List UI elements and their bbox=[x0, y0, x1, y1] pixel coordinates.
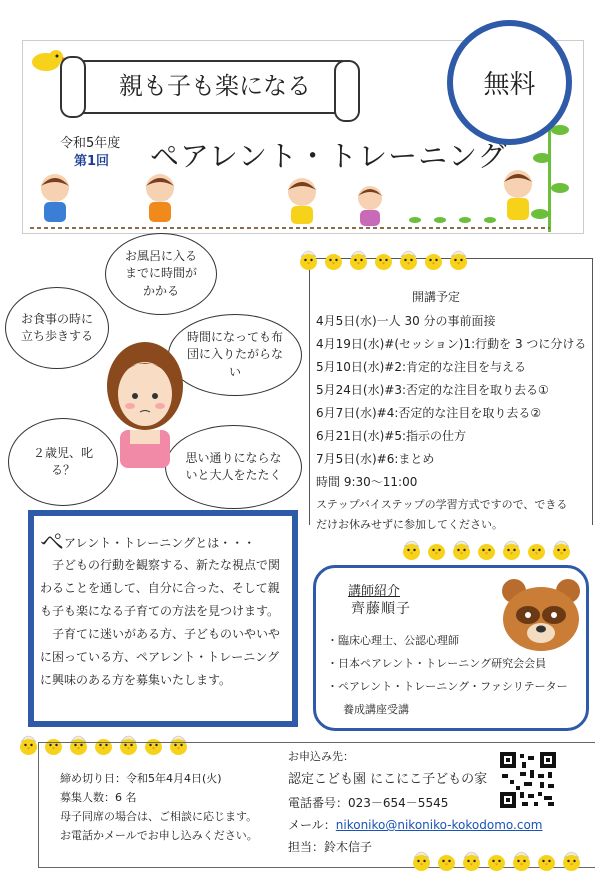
instructor-credential: ・ペアレント・トレーニング・ファシリテーター bbox=[327, 680, 568, 693]
bubble-hit: 思い通りにならないと大人をたたく bbox=[165, 425, 302, 509]
year-label: 令和5年度 bbox=[60, 136, 121, 151]
instructor-credential: 養成講座受講 bbox=[343, 703, 409, 716]
bubble-scold: ２歳児、叱る？ bbox=[8, 418, 118, 506]
chick-icon bbox=[423, 247, 444, 271]
chick-icon bbox=[561, 848, 582, 872]
chick-icon bbox=[551, 537, 572, 561]
schedule-note: だけお休みせずに参加してください。 bbox=[316, 518, 503, 531]
schedule-time: 時間 9:30～11:00 bbox=[316, 475, 418, 489]
schedule-item: 5月10日(水)#2:肯定的な注目を与える bbox=[316, 360, 527, 374]
instructor-label: 講師紹介 bbox=[348, 584, 401, 599]
main-title: ペアレント・トレーニング bbox=[150, 139, 508, 173]
contact-note: お電話かメールでお申し込みください。 bbox=[60, 829, 258, 842]
instructor-name: 齊藤順子 bbox=[351, 601, 411, 617]
chick-icon bbox=[448, 247, 469, 271]
chick-icon bbox=[373, 247, 394, 271]
childcare-note: 母子同席の場合は、ご相談に応じます。 bbox=[60, 810, 258, 823]
chick-icon bbox=[536, 848, 557, 872]
chick-icon bbox=[18, 732, 39, 756]
chick-icon bbox=[348, 247, 369, 271]
schedule-item: 7月5日(水)#6:まとめ bbox=[316, 452, 435, 466]
schedule-item: 4月19日(水)#(セッション)1:行動を 3 つに分ける bbox=[316, 337, 587, 351]
schedule-item: 5月24日(水)#3:否定的な注目を取り去る① bbox=[316, 383, 549, 397]
qr-code-icon[interactable] bbox=[500, 752, 556, 808]
contact-org: 認定こども園 にこにこ子どもの家 bbox=[288, 772, 488, 787]
chick-icon bbox=[526, 537, 547, 561]
bubble-bed: 時間になっても布団に入りたがらない bbox=[168, 314, 302, 396]
definition-heading: ペアレント・トレーニングとは・・・ bbox=[40, 528, 256, 556]
bubble-meal: お食事の時に立ち歩きする bbox=[5, 287, 109, 369]
bubble-bath: お風呂に入るまでに時間がかかる bbox=[105, 233, 217, 315]
chick-icon bbox=[401, 537, 422, 561]
deadline: 締め切り日：令和5年4月4日(火) bbox=[60, 772, 222, 785]
contact-mail-row: メール：nikoniko@nikoniko-kokodomo.com bbox=[288, 818, 543, 832]
chick-icon bbox=[398, 247, 419, 271]
chick-icon bbox=[461, 848, 482, 872]
chick-icon bbox=[476, 537, 497, 561]
schedule-title: 開講予定 bbox=[412, 290, 461, 304]
free-badge-text: 無料 bbox=[483, 70, 536, 100]
schedule-item: 6月7日(水)#4:否定的な注目を取り去る② bbox=[316, 406, 542, 420]
mother-illustration bbox=[100, 338, 190, 468]
chick-icon bbox=[451, 537, 472, 561]
chick-icon bbox=[426, 537, 447, 561]
banner-title: 親も子も楽になる bbox=[119, 72, 311, 100]
children-illustration bbox=[30, 170, 550, 232]
chick-icon bbox=[323, 247, 344, 271]
instructor-credential: ・臨床心理士、公認心理師 bbox=[327, 634, 459, 647]
definition-body: 子どもの行動を観察する、新たな視点で関わることを通して、自分に合った、そして親も子も楽になる子育ての方法を見つけます。 子育てに迷いがある方、子どものいやいやに困っている方、ペアレント・トレーニングに興味のある方を募集いたします。 bbox=[40, 558, 281, 687]
capacity: 募集人数：6 名 bbox=[60, 791, 137, 804]
contact-label: お申込み先： bbox=[288, 750, 354, 763]
contact-mail-link[interactable]: nikoniko@nikoniko-kokodomo.com bbox=[335, 818, 543, 832]
contact-person: 担当：鈴木信子 bbox=[288, 840, 373, 854]
schedule-item: 6月21日(水)#5:指示の仕方 bbox=[316, 429, 467, 443]
contact-phone: 電話番号：023－654－5545 bbox=[288, 796, 449, 810]
instructor-credential: ・日本ペアレント・トレーニング研究会会員 bbox=[327, 657, 547, 670]
chick-icon bbox=[501, 537, 522, 561]
schedule-note: ステップバイステップの学習方式ですので、できる bbox=[316, 498, 568, 511]
free-badge bbox=[447, 20, 572, 145]
raccoon-dog-icon bbox=[500, 575, 582, 655]
chick-icon bbox=[486, 848, 507, 872]
schedule-item: 4月5日(水)一人 30 分の事前面接 bbox=[316, 314, 496, 328]
chick-icon bbox=[436, 848, 457, 872]
chick-icon bbox=[511, 848, 532, 872]
chick-icon bbox=[298, 247, 319, 271]
session-label: 第1回 bbox=[74, 154, 110, 169]
chick-icon bbox=[411, 848, 432, 872]
